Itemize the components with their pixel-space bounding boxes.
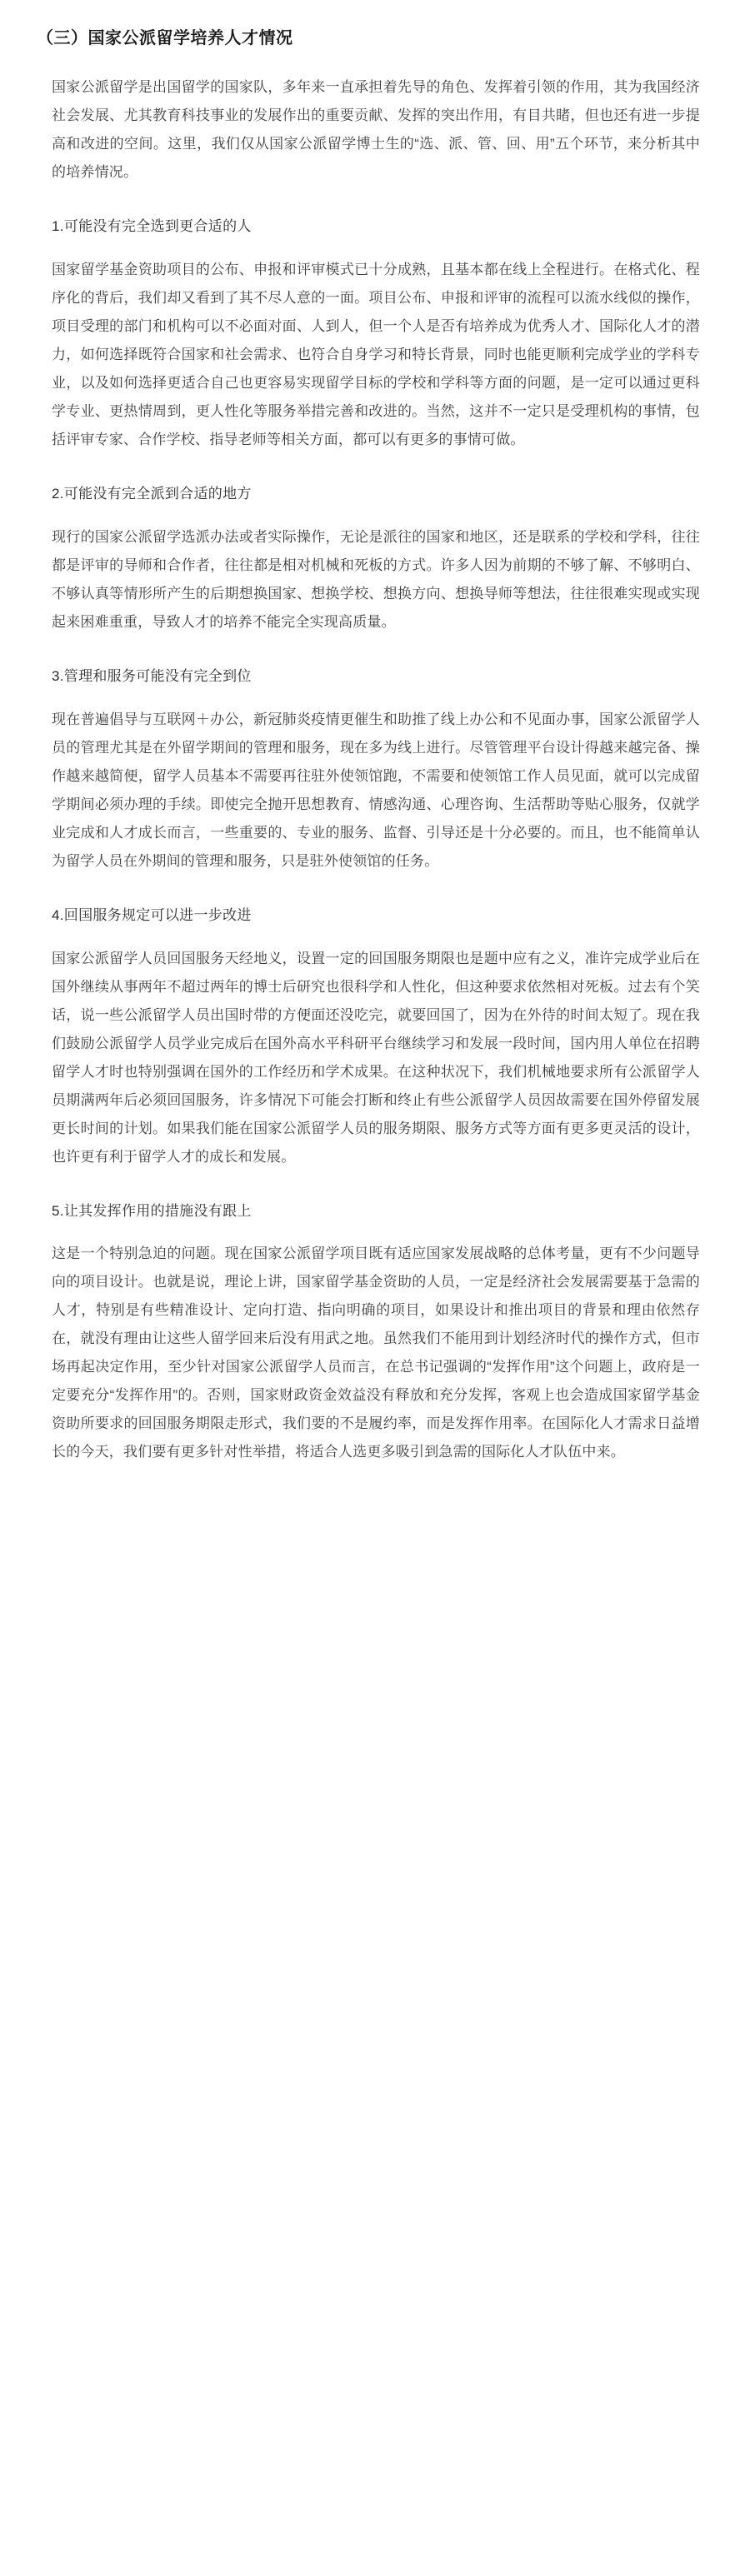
paragraph-3 bbox=[0, 706, 750, 876]
section-heading-3: 3.管理和服务可能没有完全到位 bbox=[52, 667, 252, 684]
paragraph-text: 这是一个特别急迫的问题。现在国家公派留学项目既有适应国家发展战略的总体考量，更有不少问题导向的项目设计。也就是说，理论上讲，国家留学基金资助的人员，一定是经济社会发展需要基于急需的人才，特别是有些精准设计、定向打造、指向明确的项目，如果设计和推出项目的背景和理由依然存在，就没有理由让这些人留学回来后没有用武之地。虽然我们不能用到计划经济时代的操作方式，但市场再起决定作用，至少针对国家公派留学人员而言，在总书记强调的“发挥作用”这个问题上，政府是一定要充分“发挥作用”的。否则，国家财政资金效益没有释放和充分发挥，客观上也会造成国家留学基金资助所要求的回国服务期限走形式，我们要的不是履约率，而是发挥作用率。在国际化人才需求日益增长的今天，我们要有更多针对性举措，将适合人选更多吸引到急需的国际化人才队伍中来。 bbox=[52, 1246, 700, 1460]
paragraph-text: 国家公派留学是出国留学的国家队，多年来一直承担着先导的角色、发挥着引领的作用，其为我国经济社会发展、尤其教育科技事业的发展作出的重要贡献、发挥的突出作用，有目共睹，但也还有进一步提高和改进的空间。这里，我们仅从国家公派留学博士生的“选、派、管、回、用”五个环节，来分析其中的培养情况。 bbox=[52, 79, 700, 180]
section-heading-5: 5.让其发挥作用的措施没有跟上 bbox=[52, 1202, 252, 1219]
paragraph-intro bbox=[0, 73, 750, 187]
paragraph-text: 现行的国家公派留学选派办法或者实际操作，无论是派往的国家和地区，还是联系的学校和学科，往往都是评审的导师和合作者，往往都是相对机械和死板的方式。许多人因为前期的不够了解、不够明白、不够认真等情形所产生的后期想换国家、想换学校、想换方向、想换导师等想法，往往很难实现或实现起来困难重重，导致人才的培养不能完全实现高质量。 bbox=[52, 528, 700, 630]
page-title: （三）国家公派留学培养人才情况 bbox=[37, 29, 293, 47]
paragraph-2 bbox=[0, 523, 750, 637]
section-heading-1: 1.可能没有完全选到更合适的人 bbox=[52, 218, 252, 234]
paragraph-text: 现在普遍倡导与互联网＋办公，新冠肺炎疫情更催生和助推了线上办公和不见面办事，国家公派留学人员的管理尤其是在外留学期间的管理和服务，现在多为线上进行。尽管管理平台设计得越来越完备、操作越来越简便，留学人员基本不需要再往驻外使领馆跑，不需要和使领馆工作人员见面，就可以完成留学期间必须办理的手续。即使完全抛开思想教育、情感沟通、心理咨询、生活帮助等贴心服务，仅就学业完成和人才成长而言，一些重要的、专业的服务、监督、引导还是十分必要的。而且，也不能简单认为留学人员在外期间的管理和服务，只是驻外使领馆的任务。 bbox=[52, 711, 700, 869]
paragraph-1 bbox=[0, 256, 750, 454]
paragraph-text: 国家公派留学人员回国服务天经地义，设置一定的回国服务期限也是题中应有之义，准许完成学业后在国外继续从事两年不超过两年的博士后研究也很科学和人性化，但这种要求依然相对死板。过去有个笑话，说一些公派留学人员出国时带的方便面还没吃完，就要回国了，因为在外待的时间太短了。现在我们鼓励公派留学人员学业完成后在国外高水平科研平台继续学习和发展一段时间，国内用人单位在招聘留学人才时也特别强调在国外的工作经历和学术成果。在这种状况下，我们机械地要求所有公派留学人员期满两年后必须回国服务，许多情况下可能会打断和终止有些公派留学人员因故需要在国外停留发展更长时间的计划。如果我们能在国家公派留学人员的服务期限、服务方式等方面有更多更灵活的设计，也许更有利于留学人才的成长和发展。 bbox=[52, 950, 700, 1165]
section-heading-2: 2.可能没有完全派到合适的地方 bbox=[52, 485, 252, 502]
section-heading-4: 4.回国服务规定可以进一步改进 bbox=[52, 906, 252, 923]
paragraph-5 bbox=[0, 1240, 750, 1466]
paragraph-4 bbox=[0, 945, 750, 1171]
paragraph-text: 国家留学基金资助项目的公布、申报和评审模式已十分成熟，且基本都在线上全程进行。在格式化、程序化的背后，我们却又看到了其不尽人意的一面。项目公布、申报和评审的流程可以流水线似的操作，项目受理的部门和机构可以不必面对面、人到人，但一个人是否有培养成为优秀人才、国际化人才的潜力，如何选择既符合国家和社会需求、也符合自身学习和特长背景，同时也能更顺利完成学业的学科专业，以及如何选择更适合自己也更容易实现留学目标的学校和学科等方面的问题，是一定可以通过更科学专业、更热情周到，更人性化等服务举措完善和改进的。当然，这并不一定只是受理机构的事情，包括评审专家、合作学校、指导老师等相关方面，都可以有更多的事情可做。 bbox=[52, 261, 700, 447]
